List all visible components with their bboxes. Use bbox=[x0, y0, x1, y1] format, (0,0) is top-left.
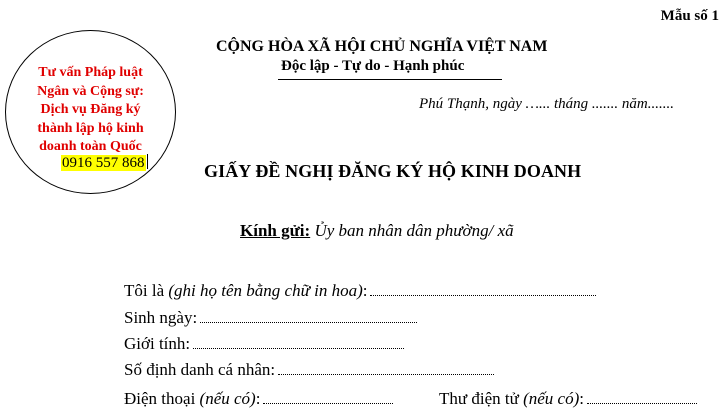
email-colon: : bbox=[579, 389, 584, 408]
phone-hint: (nếu có) bbox=[199, 389, 256, 408]
personal-id-field bbox=[124, 360, 494, 380]
ad-stamp-phone: 0916 557 868 bbox=[62, 155, 145, 171]
email-field bbox=[439, 389, 697, 409]
dob-field bbox=[124, 308, 417, 328]
gender-field bbox=[124, 334, 404, 354]
ad-stamp-line-3: Dịch vụ Đăng ký bbox=[40, 102, 141, 118]
dob-blank[interactable] bbox=[200, 320, 417, 323]
email-blank[interactable] bbox=[587, 401, 697, 404]
full-name-label: Tôi là bbox=[124, 281, 169, 300]
phone-field bbox=[124, 389, 393, 409]
phone-colon: : bbox=[255, 389, 261, 408]
national-title: CỘNG HÒA XÃ HỘI CHỦ NGHĨA VIỆT NAM bbox=[216, 38, 548, 55]
document-title: GIẤY ĐỀ NGHỊ ĐĂNG KÝ HỘ KINH DOANH bbox=[204, 161, 582, 181]
ad-stamp-text bbox=[0, 64, 181, 157]
motto-underline bbox=[278, 79, 502, 80]
gender-label: Giới tính: bbox=[124, 334, 191, 353]
ad-stamp-line-1: Tư vấn Pháp luật bbox=[38, 65, 143, 80]
phone-blank[interactable] bbox=[263, 401, 393, 404]
personal-id-label: Số định danh cá nhân: bbox=[124, 360, 276, 379]
full-name-blank[interactable] bbox=[370, 293, 596, 296]
email-label: Thư điện tử bbox=[439, 389, 524, 408]
addressee-value: Ủy ban nhân dân phường/ xã bbox=[310, 221, 514, 240]
email-hint: (nếu có) bbox=[523, 389, 580, 408]
full-name-field bbox=[124, 281, 596, 301]
text-cursor bbox=[147, 154, 148, 169]
ad-stamp-phone-row bbox=[61, 154, 148, 172]
personal-id-blank[interactable] bbox=[278, 372, 494, 375]
place-date-line: Phú Thạnh, ngày …... tháng ....... năm....... bbox=[419, 96, 674, 112]
ad-stamp-line-4: thành lập hộ kinh bbox=[37, 120, 144, 136]
ad-stamp-line-5: doanh toàn Quốc bbox=[39, 139, 142, 155]
form-number: Mẫu số 1 bbox=[660, 8, 719, 24]
ad-stamp-line-2: Ngân và Cộng sự: bbox=[37, 83, 144, 99]
dob-label: Sinh ngày: bbox=[124, 308, 198, 327]
full-name-hint: (ghi họ tên bằng chữ in hoa) bbox=[168, 281, 363, 300]
phone-label: Điện thoại bbox=[124, 389, 200, 408]
full-name-colon: : bbox=[362, 281, 368, 300]
addressee-label: Kính gửi: bbox=[240, 221, 311, 240]
addressee-line bbox=[240, 221, 514, 241]
gender-blank[interactable] bbox=[193, 346, 404, 349]
national-motto: Độc lập - Tự do - Hạnh phúc bbox=[281, 58, 465, 74]
